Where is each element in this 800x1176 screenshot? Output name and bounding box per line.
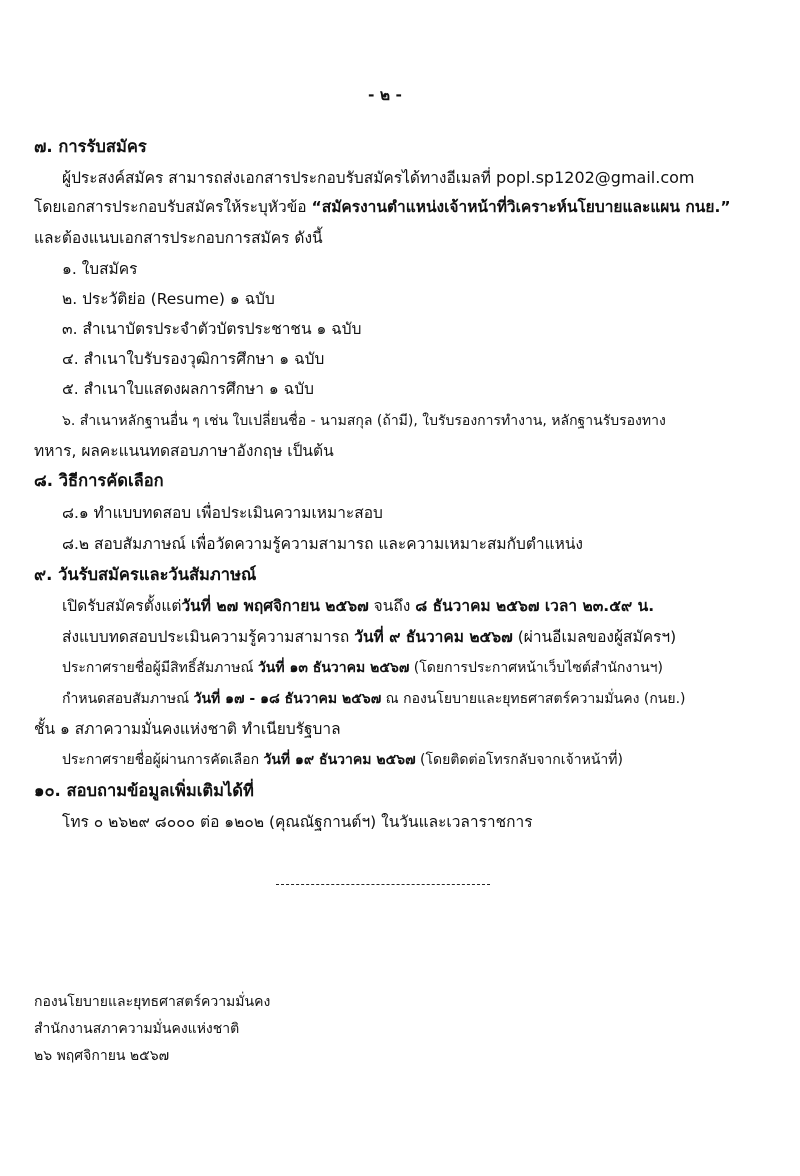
test-submission-label: ส่งแบบทดสอบประเมินความรู้ความสามารถ (62, 628, 355, 646)
document-item-6-continued: ทหาร, ผลคะแนนทดสอบภาษาอังกฤษ เป็นต้น (34, 442, 334, 460)
footer-date: ๒๖ พฤศจิกายน ๒๕๖๗ (34, 1048, 170, 1064)
test-submission (62, 626, 676, 648)
interview-location-continued: ชั้น ๑ สภาความมั่นคงแห่งชาติ ทำเนียบรัฐบาล (34, 720, 341, 738)
section-9-heading: ๙. วันรับสมัครและวันสัมภาษณ์ (34, 565, 257, 584)
application-period-connector: จนถึง (368, 597, 416, 615)
application-end-date: ๘ ธันวาคม ๒๕๖๗ เวลา ๒๓.๕๙ น. (415, 597, 655, 615)
interview-list-announcement (62, 657, 663, 679)
final-result-announcement (62, 749, 623, 771)
interview-location: ณ กองนโยบายและยุทธศาสตร์ความมั่นคง (กนย.) (381, 691, 686, 707)
section-7-paragraph-1 (62, 167, 695, 189)
email-subject: “สมัครงานตำแหน่งเจ้าหน้าที่วิเคราะห์นโยบายและแผน กนย.” (311, 198, 731, 216)
final-result-date: วันที่ ๑๙ ธันวาคม ๒๕๖๗ (263, 752, 416, 768)
section-7-paragraph-2 (34, 196, 731, 218)
interview-dates: วันที่ ๑๗ - ๑๘ ธันวาคม ๒๕๖๗ (193, 691, 382, 707)
application-period (62, 595, 654, 617)
section-7-paragraph-3: และต้องแนบเอกสารประกอบการสมัคร ดังนี้ (34, 229, 323, 247)
final-result-note: (โดยติดต่อโทรกลับจากเจ้าหน้าที่) (415, 752, 623, 768)
section-7-heading: ๗. การรับสมัคร (34, 137, 147, 156)
test-submission-date: วันที่ ๙ ธันวาคม ๒๕๖๗ (354, 628, 513, 646)
section-8-heading: ๘. วิธีการคัดเลือก (34, 471, 164, 490)
application-start-date: วันที่ ๒๗ พฤศจิกายน ๒๕๖๗ (181, 597, 369, 615)
document-item-3: ๓. สำเนาบัตรประจำตัวบัตรประชาชน ๑ ฉบับ (62, 320, 362, 338)
document-item-6: ๖. สำเนาหลักฐานอื่น ๆ เช่น ใบเปลี่ยนชื่อ - นามสกุล (ถ้ามี), ใบรับรองการทำงาน, หลักฐานรับรองทาง (62, 413, 666, 429)
contact-email: popl.sp1202@gmail.com (495, 168, 695, 187)
interview-list-date: วันที่ ๑๓ ธันวาคม ๒๕๖๗ (257, 660, 410, 676)
separator-line (276, 884, 490, 885)
final-result-label: ประกาศรายชื่อผู้ผ่านการคัดเลือก (62, 752, 264, 768)
document-item-4: ๔. สำเนาใบรับรองวุฒิการศึกษา ๑ ฉบับ (62, 350, 325, 368)
selection-method-2: ๘.๒ สอบสัมภาษณ์ เพื่อวัดความรู้ความสามารถ และความเหมาะสมกับตำแหน่ง (62, 535, 583, 553)
subject-instruction-text: โดยเอกสารประกอบรับสมัครให้ระบุหัวข้อ (34, 198, 312, 216)
footer-office: สำนักงานสภาความมั่นคงแห่งชาติ (34, 1021, 240, 1037)
section-10-heading: ๑๐. สอบถามข้อมูลเพิ่มเติมได้ที่ (34, 781, 254, 800)
contact-phone: โทร ๐ ๒๖๒๙ ๘๐๐๐ ต่อ ๑๒๐๒ (คุณณัฐกานต์ฯ) ในวันและเวลาราชการ (62, 813, 533, 831)
selection-method-1: ๘.๑ ทำแบบทดสอบ เพื่อประเมินความเหมาะสอบ (62, 504, 383, 522)
section-7-intro-text: ผู้ประสงค์สมัคร สามารถส่งเอกสารประกอบรับสมัครได้ทางอีเมลที่ (62, 169, 496, 187)
interview-schedule (62, 688, 685, 710)
interview-list-note: (โดยการประกาศหน้าเว็บไซต์สำนักงานฯ) (409, 660, 663, 676)
document-item-5: ๕. สำเนาใบแสดงผลการศึกษา ๑ ฉบับ (62, 380, 314, 398)
interview-list-label: ประกาศรายชื่อผู้มีสิทธิ์สัมภาษณ์ (62, 660, 258, 676)
document-item-2: ๒. ประวัติย่อ (Resume) ๑ ฉบับ (62, 290, 275, 308)
interview-schedule-label: กำหนดสอบสัมภาษณ์ (62, 691, 194, 707)
page-number: - ๒ - (368, 86, 402, 104)
document-item-1: ๑. ใบสมัคร (62, 260, 138, 278)
application-period-label: เปิดรับสมัครตั้งแต่ (62, 597, 182, 615)
test-submission-note: (ผ่านอีเมลของผู้สมัครฯ) (512, 628, 677, 646)
footer-organization: กองนโยบายและยุทธศาสตร์ความมั่นคง (34, 994, 271, 1010)
